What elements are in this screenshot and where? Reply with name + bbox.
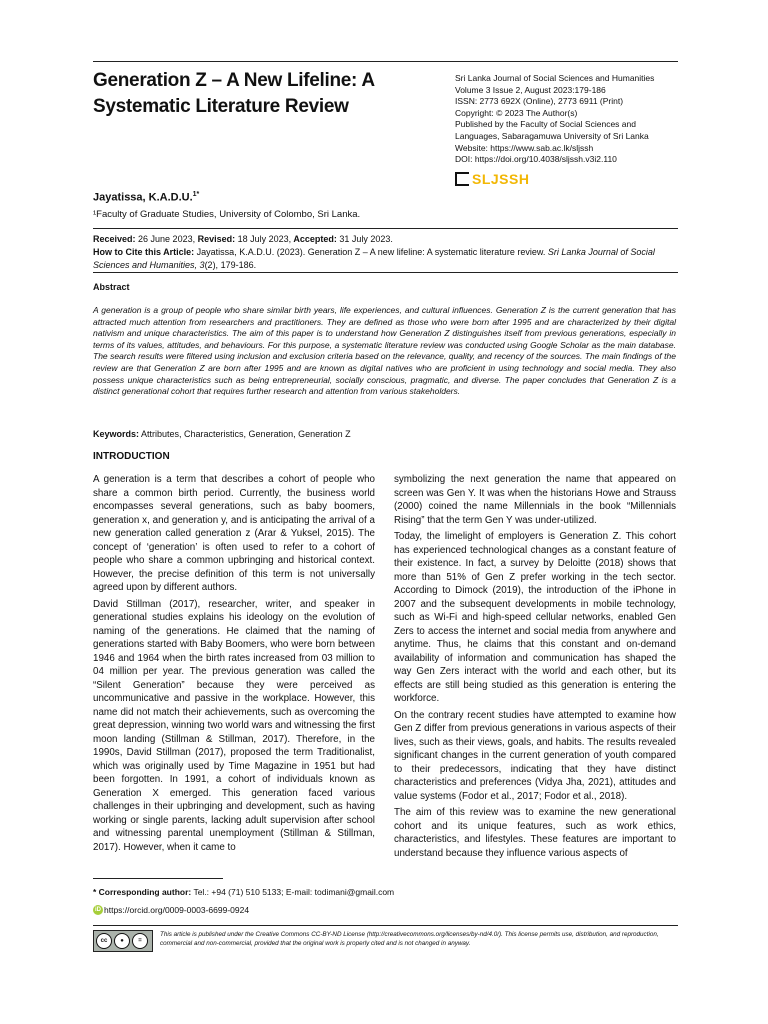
- journal-line: Copyright: © 2023 The Author(s): [455, 107, 578, 118]
- abstract-top-rule: [93, 272, 678, 273]
- corresponding-contact[interactable]: Tel.: +94 (71) 510 5133; E-mail: todimani@gmail.com: [191, 887, 395, 897]
- corresponding-label: * Corresponding author:: [93, 887, 192, 897]
- paragraph: David Stillman (2017), researcher, writer, and speaker in generational studies explains his ideology on the evolution of naming of the generations. He claimed that the naming of generations started with Baby Boomers, who were born between 1946 and 1964 when the birth rates increased from 03 million to 04 million per year. The previous generation was called the “Silent Generation” because they were perceived as uncommunicative and passive in the workplace. However, this name did not match their achievements, such as overcoming the great depression, winning two world wars and witnessing the first moon landing (Stillman & Stillman, 2017). Therefore, in the 1990s, David Stillman (2017), proposed the term Traditionalist, which was originally used by Time Magazine in 1951 but had been forgotten. In 1991, a cohort of individuals known as Generation X emerged. This generation faced various challenges in their upbringing and development, such as having working or single parents, lacking adult supervision after school and witnessing parental unemployment (Stillman & Stillman, 2017). However, when it came to: [93, 598, 375, 853]
- revised-label: Revised:: [195, 234, 236, 244]
- cc-license-badge[interactable]: [93, 930, 153, 952]
- journal-logo: [455, 170, 529, 188]
- orcid-link[interactable]: https://orcid.org/0009-0003-6699-0924: [104, 905, 250, 915]
- received-label: Received:: [93, 234, 136, 244]
- abstract-text: A generation is a group of people who share similar birth years, life experiences, and cultural influences. Generation Z is the current generation that has attracted much attention from researchers and practitioners. They are defined as those who were born after 1995 and are characterized by their digital nativism and unique characteristics. The aim of this paper is to understand how Generation Z distinguishes itself from previous generations, especially in terms of its values, attitudes, and behaviours. For this purpose, a systematic literature review was conducted using Google Scholar as the main database. The search results were filtered using inclusion and exclusion criteria based on the relevance, quality, and recency of the sources. The main findings of the review are that Generation Z are born after 1995 and are known as digital natives who are proficient in using technology and social media. They also possess unique characteristics such as being entrepreneurial, socially conscious, pragmatic, and diverse. The paper concludes that Generation Z is a distinct generational cohort that requires further research and attention from various stakeholders.: [93, 305, 676, 397]
- keywords-text: Attributes, Characteristics, Generation, Generation Z: [139, 429, 351, 439]
- footnote-rule: [93, 878, 223, 879]
- received-date: 26 June 2023,: [135, 234, 196, 244]
- orcid-icon: iD: [95, 907, 101, 913]
- paragraph: symbolizing the next generation the name that appeared on screen was Gen Y. It was when the historians Howe and Strauss (2000) coined the name Millennials in the book “Millennials Rising” that the term Gen Y was under-utilized.: [394, 474, 676, 526]
- body-column-right: [394, 473, 676, 863]
- journal-line: Languages, Sabaragamuwa University of Sri Lanka: [455, 130, 649, 141]
- journal-info: [455, 73, 695, 166]
- journal-doi[interactable]: DOI: https://doi.org/10.4038/sljssh.v3i2.110: [455, 154, 617, 165]
- paper-title: Generation Z – A New Lifeline: A Systematic Literature Review: [93, 70, 375, 117]
- abstract-heading: Abstract: [93, 282, 130, 292]
- citation-journal: Sri Lanka Journal of Social Sciences and Humanities, 3: [93, 247, 655, 270]
- paragraph: On the contrary recent studies have attempted to examine how Gen Z differ from previous generations in various aspects of their lives, such as their views, goals, and habits. The results revealed significant changes in the current generation of youth compared to their predecessors, indicating that they have distinct characteristics and preferences (Vidya Jha, 2021), attitudes and value systems (Fodor et al., 2017; Fodor et al., 2018).: [394, 709, 676, 802]
- accepted-label: Accepted:: [291, 234, 337, 244]
- citation-tail: (2), 179-186.: [204, 260, 257, 270]
- by-icon: ●: [114, 933, 130, 949]
- nd-icon: =: [132, 933, 148, 949]
- citation-label: How to Cite this Article:: [93, 247, 195, 257]
- journal-line: Volume 3 Issue 2, August 2023:179-186: [455, 84, 606, 95]
- keywords: [93, 429, 351, 439]
- orcid-row: [93, 905, 249, 915]
- paragraph: Today, the limelight of employers is Generation Z. This cohort has experienced technological changes as a constant feature of their existence. In fact, a survey by Deloitte (2018) shows that more than 51% of Gen Z prefer working in the tech sector. According to Dimock (2019), the introduction of the iPhone in 2007 and the subsequent developments in mobile technology, such as Wi-Fi and high-speed cellular networks, enabled Gen Zers to access the internet and social media from anywhere and anytime. Thus, he claims that this constant and on-demand availability of information and communication has shaped the way Gen Zers interact with the world and each other, but its effects are still being studied as this generation is entering the workforce.: [394, 531, 676, 704]
- introduction-heading: INTRODUCTION: [93, 451, 170, 462]
- logo-text: SLJSSH: [472, 171, 530, 187]
- corresponding-author: [93, 887, 394, 897]
- logo-bracket-icon: [455, 172, 469, 186]
- revised-date: 18 July 2023,: [235, 234, 292, 244]
- citation: [93, 246, 683, 272]
- journal-line: ISSN: 2773 692X (Online), 2773 6911 (Print): [455, 96, 624, 107]
- citation-text: Jayatissa, K.A.D.U. (2023). Generation Z – A new lifeline: A systematic literature review.: [194, 247, 548, 257]
- dates-top-rule: [93, 228, 678, 229]
- journal-line: Sri Lanka Journal of Social Sciences and Humanities: [455, 73, 655, 83]
- accepted-date: 31 July 2023.: [336, 234, 393, 244]
- top-rule: [93, 61, 678, 62]
- author-name: [93, 191, 199, 204]
- journal-website[interactable]: Website: https://www.sab.ac.lk/sljssh: [455, 142, 594, 153]
- keywords-label: Keywords:: [93, 429, 140, 439]
- author-name-text: Jayatissa, K.A.D.U.: [93, 191, 193, 204]
- article-dates: [93, 233, 683, 272]
- license-rule: [93, 925, 678, 926]
- body-column-left: [93, 473, 375, 857]
- license-text: This article is published under the Creative Commons CC-BY-ND License (http://creativecommons.org/licenses/by-nd/4.0/). This license permits use, distribution, and reproduction, commercial and non-commercial, provided that the original work is properly cited and is not changed in anyway.: [160, 931, 659, 947]
- author-superscript: 1*: [192, 191, 200, 198]
- paragraph: A generation is a term that describes a cohort of people who share a common birth period. Currently, the business world encompasses several generations, such as baby boomers, generation x, and generation y, and is anticipating the arrival of a new generation called generation z (Arar & Yuksel, 2015). The concept of ‘generation’ is often used to refer to a cohort of people who share a common upbringing and historical context. However, the precise definition of this term is not universally agreed upon by different authors.: [93, 474, 375, 593]
- journal-line: Published by the Faculty of Social Sciences and: [455, 119, 636, 130]
- author-affiliation: ¹Faculty of Graduate Studies, University of Colombo, Sri Lanka.: [93, 209, 361, 220]
- cc-icon: cc: [96, 933, 112, 949]
- paragraph: The aim of this review was to examine the new generational cohort and its unique features, such as work ethics, characteristics, and lifestyles. These features are important to understand because they influence various aspects of: [394, 807, 676, 859]
- dates-line: [93, 233, 683, 246]
